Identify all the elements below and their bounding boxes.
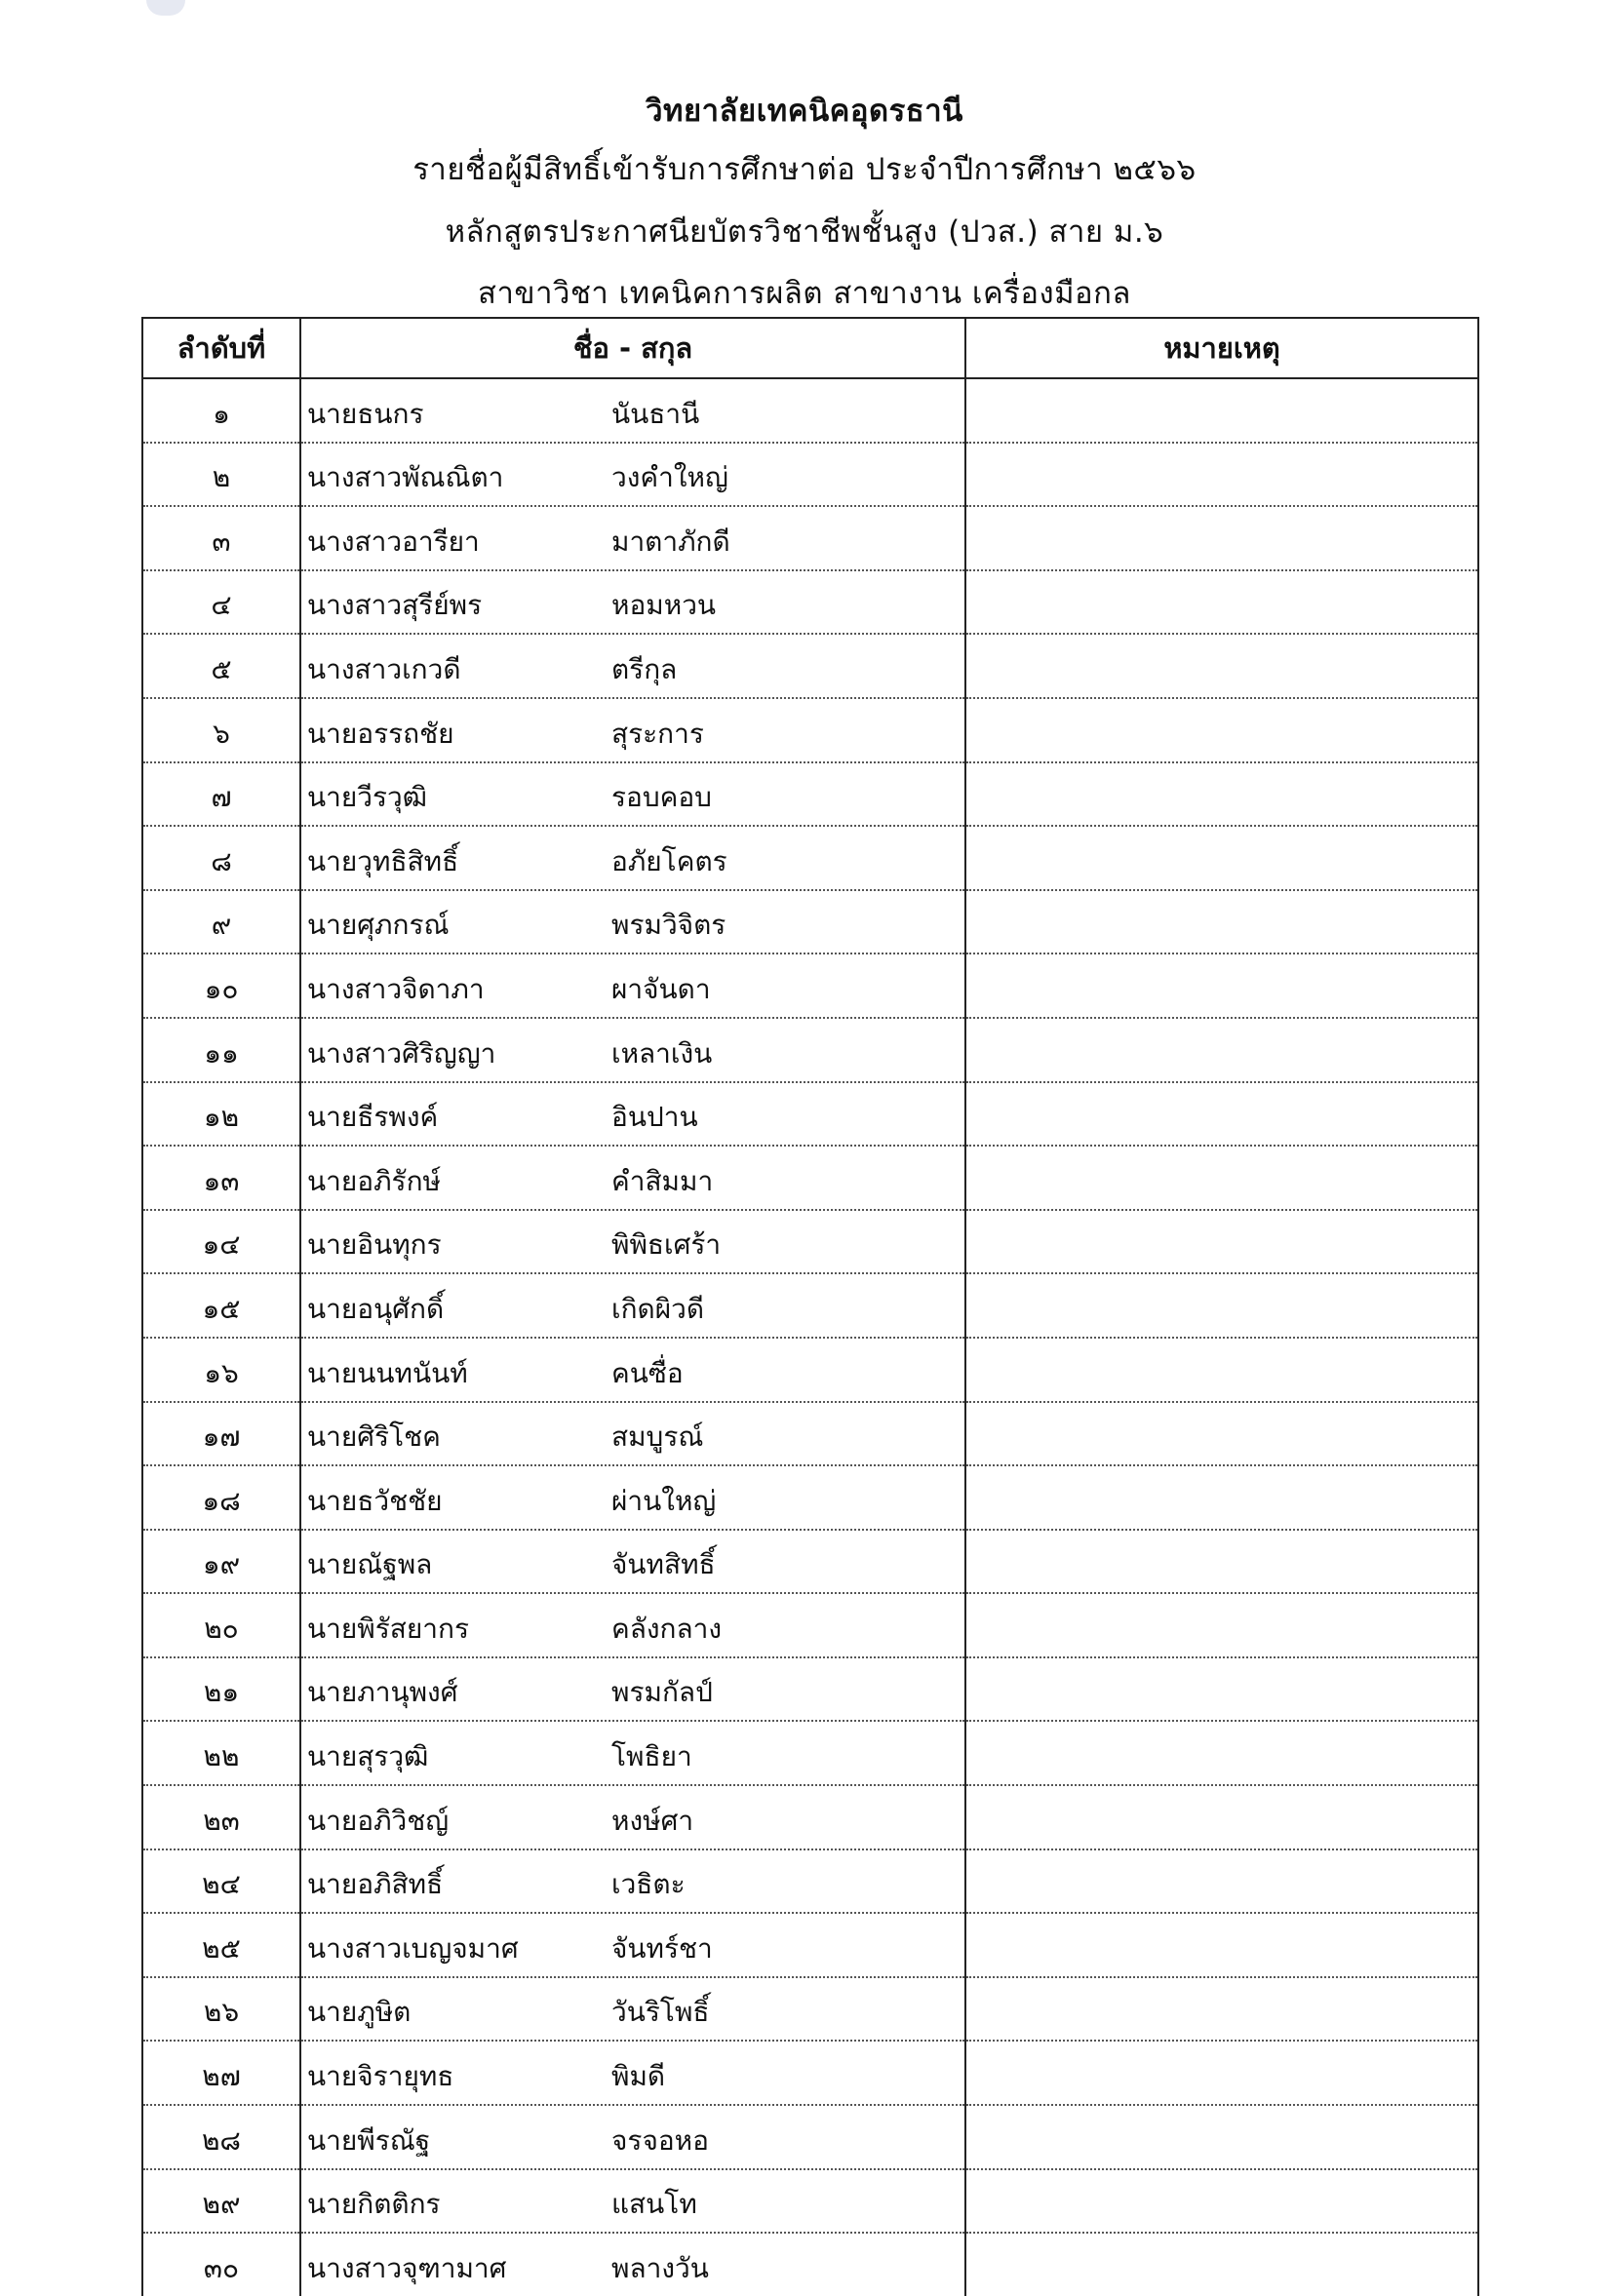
last-name: ผ่านใหญ่ (611, 1484, 717, 1517)
row-note (965, 634, 1478, 698)
row-number: ๒๒ (142, 1721, 300, 1785)
row-name-cell (300, 506, 965, 570)
list-title: รายชื่อผู้มีสิทธิ์เข้ารับการศึกษาต่อ ประจำปีการศึกษา ๒๕๖๖ (412, 152, 1197, 187)
table-row (142, 762, 1478, 827)
program-line: หลักสูตรประกาศนียบัตรวิชาชีพชั้นสูง (ปวส.) สาย ม.๖ (445, 214, 1164, 250)
last-name: นันธานี (611, 397, 700, 430)
row-name-cell (300, 1465, 965, 1530)
row-note (965, 1210, 1478, 1274)
row-name-cell (300, 1082, 965, 1147)
first-name: นายวุทธิสิทธิ์ (307, 844, 459, 877)
row-note (965, 762, 1478, 827)
row-number: ๒๙ (142, 2169, 300, 2234)
first-name: นายอภิวิชญ์ (307, 1804, 450, 1837)
row-number: ๒๐ (142, 1593, 300, 1657)
table-row (142, 506, 1478, 570)
row-number: ๔ (142, 570, 300, 635)
first-name: นายธวัชชัย (307, 1484, 443, 1517)
last-name: หอมหวน (611, 589, 717, 622)
row-name-cell (300, 378, 965, 443)
table-row (142, 634, 1478, 698)
first-name: นายอินทุกร (307, 1228, 442, 1262)
table-row (142, 1146, 1478, 1210)
first-name: นางสาวเบญจมาศ (307, 1931, 519, 1965)
row-number: ๗ (142, 762, 300, 827)
table-row (142, 1402, 1478, 1466)
row-note (965, 1273, 1478, 1338)
last-name: พิพิธเศร้า (611, 1228, 722, 1262)
table-row (142, 2105, 1478, 2169)
first-name: นายภานุพงศ์ (307, 1676, 458, 1709)
row-name-cell (300, 1977, 965, 2042)
row-note (965, 1402, 1478, 1466)
last-name: เกิดผิวดี (611, 1292, 705, 1325)
table-row (142, 1977, 1478, 2042)
last-name: พิมดี (611, 2060, 666, 2093)
students-table (141, 317, 1479, 2296)
last-name: เวธิตะ (611, 1868, 686, 1901)
table-row (142, 2041, 1478, 2105)
row-note (965, 826, 1478, 890)
table-row (142, 1913, 1478, 1977)
table-row (142, 1849, 1478, 1914)
last-name: จันทสิทธิ์ (611, 1548, 716, 1581)
row-number: ๒๗ (142, 2041, 300, 2105)
first-name: นายณัฐพล (307, 1548, 433, 1581)
row-name-cell (300, 1146, 965, 1210)
last-name: แสนโท (611, 2188, 697, 2221)
table-header-row (142, 318, 1478, 378)
table-row (142, 1657, 1478, 1722)
table-row (142, 570, 1478, 635)
first-name: นางสาวจิดาภา (307, 972, 485, 1005)
header-number: ลำดับที่ (142, 318, 300, 378)
last-name: พลางวัน (611, 2251, 709, 2284)
table-row (142, 1210, 1478, 1274)
last-name: สุระการ (611, 717, 704, 750)
first-name: นายอนุศักดิ์ (307, 1292, 445, 1325)
row-name-cell (300, 443, 965, 507)
row-name-cell (300, 1338, 965, 1402)
first-name: นายพีรณัฐ (307, 2123, 431, 2157)
table-row (142, 1082, 1478, 1147)
row-number: ๑๗ (142, 1402, 300, 1466)
row-note (965, 2105, 1478, 2169)
row-number: ๒๕ (142, 1913, 300, 1977)
table-row (142, 890, 1478, 954)
header-note: หมายเหตุ (965, 318, 1478, 378)
table-row (142, 698, 1478, 762)
row-note (965, 570, 1478, 635)
table-row (142, 1273, 1478, 1338)
scan-edge-mark (146, 0, 185, 16)
row-note (965, 1977, 1478, 2042)
row-name-cell (300, 1273, 965, 1338)
row-name-cell (300, 570, 965, 635)
row-note (965, 1338, 1478, 1402)
first-name: นางสาวสุรีย์พร (307, 589, 483, 622)
row-note (965, 1018, 1478, 1082)
last-name: จันทร์ชา (611, 1931, 713, 1965)
row-number: ๒๖ (142, 1977, 300, 2042)
row-number: ๑๔ (142, 1210, 300, 1274)
row-note (965, 890, 1478, 954)
row-note (965, 1146, 1478, 1210)
row-note (965, 953, 1478, 1018)
row-note (965, 1657, 1478, 1722)
first-name: นายธีรพงค์ (307, 1101, 439, 1134)
table-row (142, 1530, 1478, 1594)
row-number: ๑๐ (142, 953, 300, 1018)
row-number: ๒๘ (142, 2105, 300, 2169)
first-name: นายจิรายุทธ (307, 2060, 454, 2093)
first-name: นายศิริโชค (307, 1420, 441, 1454)
table-row (142, 1338, 1478, 1402)
first-name: นายอภิรักษ์ (307, 1164, 441, 1197)
row-note (965, 443, 1478, 507)
row-note (965, 1465, 1478, 1530)
row-name-cell (300, 1657, 965, 1722)
table-row (142, 2169, 1478, 2234)
row-number: ๒ (142, 443, 300, 507)
row-number: ๕ (142, 634, 300, 698)
row-note (965, 1785, 1478, 1849)
row-note (965, 506, 1478, 570)
last-name: คนซื่อ (611, 1356, 684, 1389)
row-number: ๖ (142, 698, 300, 762)
table-row (142, 953, 1478, 1018)
row-name-cell (300, 890, 965, 954)
last-name: คำสิมมา (611, 1164, 714, 1197)
first-name: นายกิตติกร (307, 2188, 441, 2221)
row-name-cell (300, 1210, 965, 1274)
row-note (965, 2041, 1478, 2105)
table-row (142, 1593, 1478, 1657)
last-name: ผาจันดา (611, 972, 711, 1005)
row-name-cell (300, 953, 965, 1018)
row-note (965, 1530, 1478, 1594)
row-name-cell (300, 2105, 965, 2169)
row-note (965, 698, 1478, 762)
table-row (142, 2233, 1478, 2296)
last-name: เหลาเงิน (611, 1036, 713, 1070)
row-name-cell (300, 1721, 965, 1785)
row-note (965, 1082, 1478, 1147)
first-name: นางสาวอารียา (307, 525, 480, 558)
first-name: นางสาวจุฑามาศ (307, 2251, 507, 2284)
last-name: รอบคอบ (611, 781, 712, 814)
first-name: นายอรรถชัย (307, 717, 454, 750)
row-number: ๑๕ (142, 1273, 300, 1338)
last-name: วันริโพธิ์ (611, 1996, 710, 2029)
header-name: ชื่อ - สกุล (300, 318, 965, 378)
first-name: นายศุภกรณ์ (307, 909, 450, 942)
first-name: นายวีรวุฒิ (307, 781, 428, 814)
major-line: สาขาวิชา เทคนิคการผลิต สาขางาน เครื่องมือกล (478, 276, 1131, 311)
row-note (965, 2169, 1478, 2234)
row-name-cell (300, 698, 965, 762)
row-name-cell (300, 1402, 965, 1466)
table-row (142, 378, 1478, 443)
row-name-cell (300, 1913, 965, 1977)
row-number: ๑ (142, 378, 300, 443)
row-name-cell (300, 2169, 965, 2234)
last-name: ตรีกุล (611, 652, 678, 685)
table-row (142, 1018, 1478, 1082)
row-number: ๑๒ (142, 1082, 300, 1147)
last-name: สมบูรณ์ (611, 1420, 704, 1454)
table-row (142, 1721, 1478, 1785)
row-number: ๒๓ (142, 1785, 300, 1849)
table-body (142, 378, 1478, 2296)
row-note (965, 1721, 1478, 1785)
last-name: พรมกัลป์ (611, 1676, 713, 1709)
row-number: ๑๓ (142, 1146, 300, 1210)
last-name: อินปาน (611, 1101, 698, 1134)
first-name: นางสาวพัณณิตา (307, 461, 504, 494)
table-row (142, 1465, 1478, 1530)
row-number: ๑๖ (142, 1338, 300, 1402)
last-name: อภัยโคตร (611, 844, 727, 877)
table-row (142, 1785, 1478, 1849)
row-name-cell (300, 1593, 965, 1657)
first-name: นายสุรวุฒิ (307, 1740, 429, 1773)
first-name: นายนนทนันท์ (307, 1356, 468, 1389)
row-number: ๒๔ (142, 1849, 300, 1914)
last-name: โพธิยา (611, 1740, 692, 1773)
first-name: นายธนกร (307, 397, 424, 430)
last-name: หงษ์ศา (611, 1804, 694, 1837)
row-name-cell (300, 762, 965, 827)
last-name: วงคำใหญ่ (611, 461, 728, 494)
row-name-cell (300, 1849, 965, 1914)
first-name: นายพิรัสยากร (307, 1612, 469, 1645)
first-name: นางสาวศิริญญา (307, 1036, 496, 1070)
row-number: ๑๑ (142, 1018, 300, 1082)
row-name-cell (300, 634, 965, 698)
row-name-cell (300, 826, 965, 890)
row-name-cell (300, 2233, 965, 2296)
row-number: ๑๘ (142, 1465, 300, 1530)
row-number: ๑๙ (142, 1530, 300, 1594)
first-name: นางสาวเกวดี (307, 652, 461, 685)
table-row (142, 443, 1478, 507)
row-name-cell (300, 2041, 965, 2105)
last-name: มาตาภักดี (611, 525, 730, 558)
first-name: นายอภิสิทธิ์ (307, 1868, 444, 1901)
row-number: ๓ (142, 506, 300, 570)
last-name: คลังกลาง (611, 1612, 723, 1645)
row-note (965, 1849, 1478, 1914)
table-row (142, 826, 1478, 890)
row-note (965, 1593, 1478, 1657)
last-name: พรมวิจิตร (611, 909, 726, 942)
row-name-cell (300, 1530, 965, 1594)
row-name-cell (300, 1018, 965, 1082)
row-number: ๘ (142, 826, 300, 890)
row-note (965, 378, 1478, 443)
row-number: ๓๐ (142, 2233, 300, 2296)
last-name: จรจอหอ (611, 2123, 709, 2157)
college-name: วิทยาลัยเทคนิคอุดรธานี (646, 94, 963, 129)
row-number: ๙ (142, 890, 300, 954)
row-note (965, 2233, 1478, 2296)
row-number: ๒๑ (142, 1657, 300, 1722)
first-name: นายภูษิต (307, 1996, 412, 2029)
row-name-cell (300, 1785, 965, 1849)
row-note (965, 1913, 1478, 1977)
